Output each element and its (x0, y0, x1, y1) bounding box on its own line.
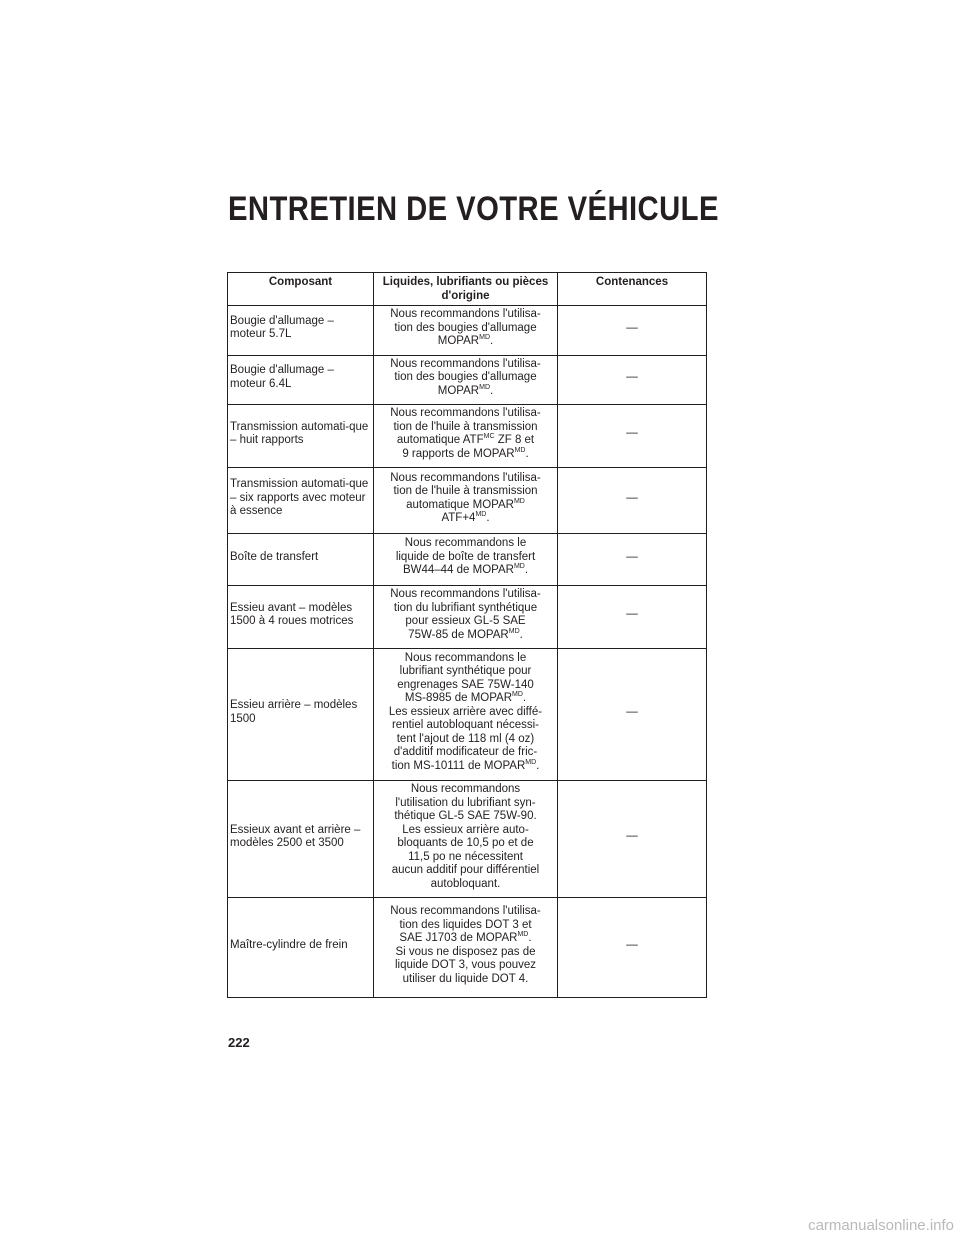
trademark-sup: MC (483, 433, 495, 441)
trademark-sup: MD (513, 497, 525, 505)
fluid-line: pour essieux GL-5 SAE (405, 615, 526, 627)
trademark-sup: MD (525, 758, 537, 766)
fluid-line: liquide de boîte de transfert (395, 550, 536, 563)
component-cell: Boîte de transfert (228, 534, 374, 586)
fluid-line: lubrifiant synthétique pour (399, 665, 532, 678)
fluid-line: tion des bougies d'allumage (394, 321, 537, 334)
fluid-line: Nous recommandons l'utilisa- (390, 407, 541, 419)
fluid-cell (374, 586, 558, 649)
fluid-line: thétique GL-5 SAE 75W-90. (394, 810, 537, 822)
fluid-cell (374, 468, 558, 534)
capacity-cell: — (558, 649, 707, 781)
fluid-cell (374, 898, 558, 998)
fluid-line: tion du lubrifiant synthétique (393, 601, 538, 614)
table-row (228, 649, 707, 781)
fluid-line: Les essieux arrière avec diffé- (388, 705, 543, 718)
component-cell: Transmission automati-que – huit rapports (228, 405, 374, 468)
header-capacity: Contenances (558, 273, 707, 306)
fluid-line: l'utilisation du lubrifiant syn- (395, 796, 536, 809)
fluid-cell (374, 649, 558, 781)
trademark-sup: MD (513, 563, 525, 571)
fluid-line: tion de l'huile à transmission (393, 485, 538, 497)
fluid-line: tion de l'huile à transmission (393, 420, 538, 433)
component-cell: Transmission automati-que – six rapports avec moteur à essence (228, 468, 374, 534)
fluids-capacity-table (227, 272, 707, 998)
fluid-cell (374, 405, 558, 468)
fluid-line: $ATF+4^{MD}$. (441, 511, 490, 524)
fluid-line: Les essieux arrière auto- (402, 823, 529, 836)
fluid-line: $MOPAR^{MD}$. (437, 383, 494, 397)
component-cell: Essieu avant – modèles 1500 à 4 roues motrices (228, 586, 374, 649)
fluid-line: tent l'ajout de 118 ml (4 oz) (396, 732, 535, 745)
capacity-cell: — (558, 405, 707, 468)
fluid-line: Nous recommandons le (404, 651, 527, 664)
fluid-line: 9 rapports de $MOPAR^{MD}$. (402, 446, 529, 460)
fluid-line: engrenages SAE 75W-140 (397, 678, 534, 691)
component-cell: Bougie d'allumage – moteur 6.4L (228, 355, 374, 405)
fluid-line: Nous recommandons l'utilisa- (390, 905, 541, 917)
header-fluids: Liquides, lubrifiants ou pièces d'origine (374, 273, 558, 306)
fluid-cell (374, 306, 558, 356)
capacity-cell: — (558, 586, 707, 649)
fluid-line: liquide DOT 3, vous pouvez (394, 959, 537, 971)
table-body (228, 306, 707, 998)
trademark-sup: MD (479, 383, 490, 391)
trademark-sup: MD (514, 446, 526, 454)
capacity-cell: — (558, 355, 707, 405)
table-row (228, 898, 707, 998)
table-row (228, 355, 707, 405)
table-row (228, 534, 707, 586)
fluid-line: Nous recommandons l'utilisa- (390, 357, 541, 370)
watermark: carmanualsonline.info (808, 1217, 954, 1234)
trademark-sup: MD (479, 334, 490, 342)
fluid-line: aucun additif pour différentiel (391, 864, 540, 876)
component-cell: Maître-cylindre de frein (228, 898, 374, 998)
trademark-sup: MD (517, 931, 529, 939)
page-title: ENTRETIEN DE VOTRE VÉHICULE (228, 190, 719, 228)
fluid-cell (374, 355, 558, 405)
fluid-line: Nous recommandons l'utilisa- (390, 471, 541, 484)
component-cell: Essieux avant et arrière – modèles 2500 et 3500 (228, 781, 374, 898)
fluid-line: automatique $ATF^{MC}$ ZF 8 et (396, 433, 535, 446)
component-cell: Essieu arrière – modèles 1500 (228, 649, 374, 781)
fluid-line: tion des bougies d'allumage (394, 371, 537, 383)
page-number: 222 (228, 1035, 250, 1050)
fluid-line: 75W-85 de $MOPAR^{MD}$. (408, 627, 523, 641)
table-header-row (228, 273, 707, 306)
trademark-sup: MD (512, 691, 523, 699)
trademark-sup: MD (508, 627, 520, 635)
trademark-sup: MD (475, 511, 487, 519)
fluid-cell (374, 534, 558, 586)
capacity-cell: — (558, 898, 707, 998)
capacity-cell: — (558, 534, 707, 586)
fluid-cell (374, 781, 558, 898)
table-row (228, 306, 707, 356)
fluid-line: Nous recommandons le (404, 537, 527, 550)
fluid-line: tion MS-10111 de $MOPAR^{MD}$. (391, 758, 540, 772)
capacity-cell: — (558, 781, 707, 898)
table-row (228, 781, 707, 898)
fluid-line: BW44–44 de $MOPAR^{MD}$. (402, 563, 529, 577)
fluid-line: rentiel autobloquant nécessi- (391, 719, 540, 732)
fluid-line: SAE J1703 de $MOPAR^{MD}$. (399, 931, 532, 944)
capacity-cell: — (558, 468, 707, 534)
component-cell: Bougie d'allumage – moteur 5.7L (228, 306, 374, 356)
fluid-line: Nous recommandons l'utilisa- (390, 308, 541, 320)
fluid-line: tion des liquides DOT 3 et (399, 918, 532, 931)
fluid-line: $MOPAR^{MD}$. (437, 334, 494, 347)
fluid-line: utiliser du liquide DOT 4. (402, 972, 529, 985)
table-row (228, 468, 707, 534)
fluid-line: Si vous ne disposez pas de (395, 945, 536, 958)
table-row (228, 405, 707, 468)
fluid-line: bloquants de 10,5 po et de (397, 837, 534, 849)
fluid-line: automatique $MOPAR^{MD}$ (406, 497, 525, 511)
capacity-cell: — (558, 306, 707, 356)
fluid-line: autobloquant. (430, 877, 501, 890)
fluid-line: 11,5 po ne nécessitent (408, 850, 523, 863)
header-component: Composant (228, 273, 374, 306)
fluid-line: d'additif modificateur de fric- (393, 746, 538, 759)
fluid-line: Nous recommandons (410, 783, 521, 795)
table-row (228, 586, 707, 649)
fluid-line: MS-8985 de $MOPAR^{MD}$. (404, 691, 527, 705)
fluid-line: Nous recommandons l'utilisa- (390, 588, 541, 600)
